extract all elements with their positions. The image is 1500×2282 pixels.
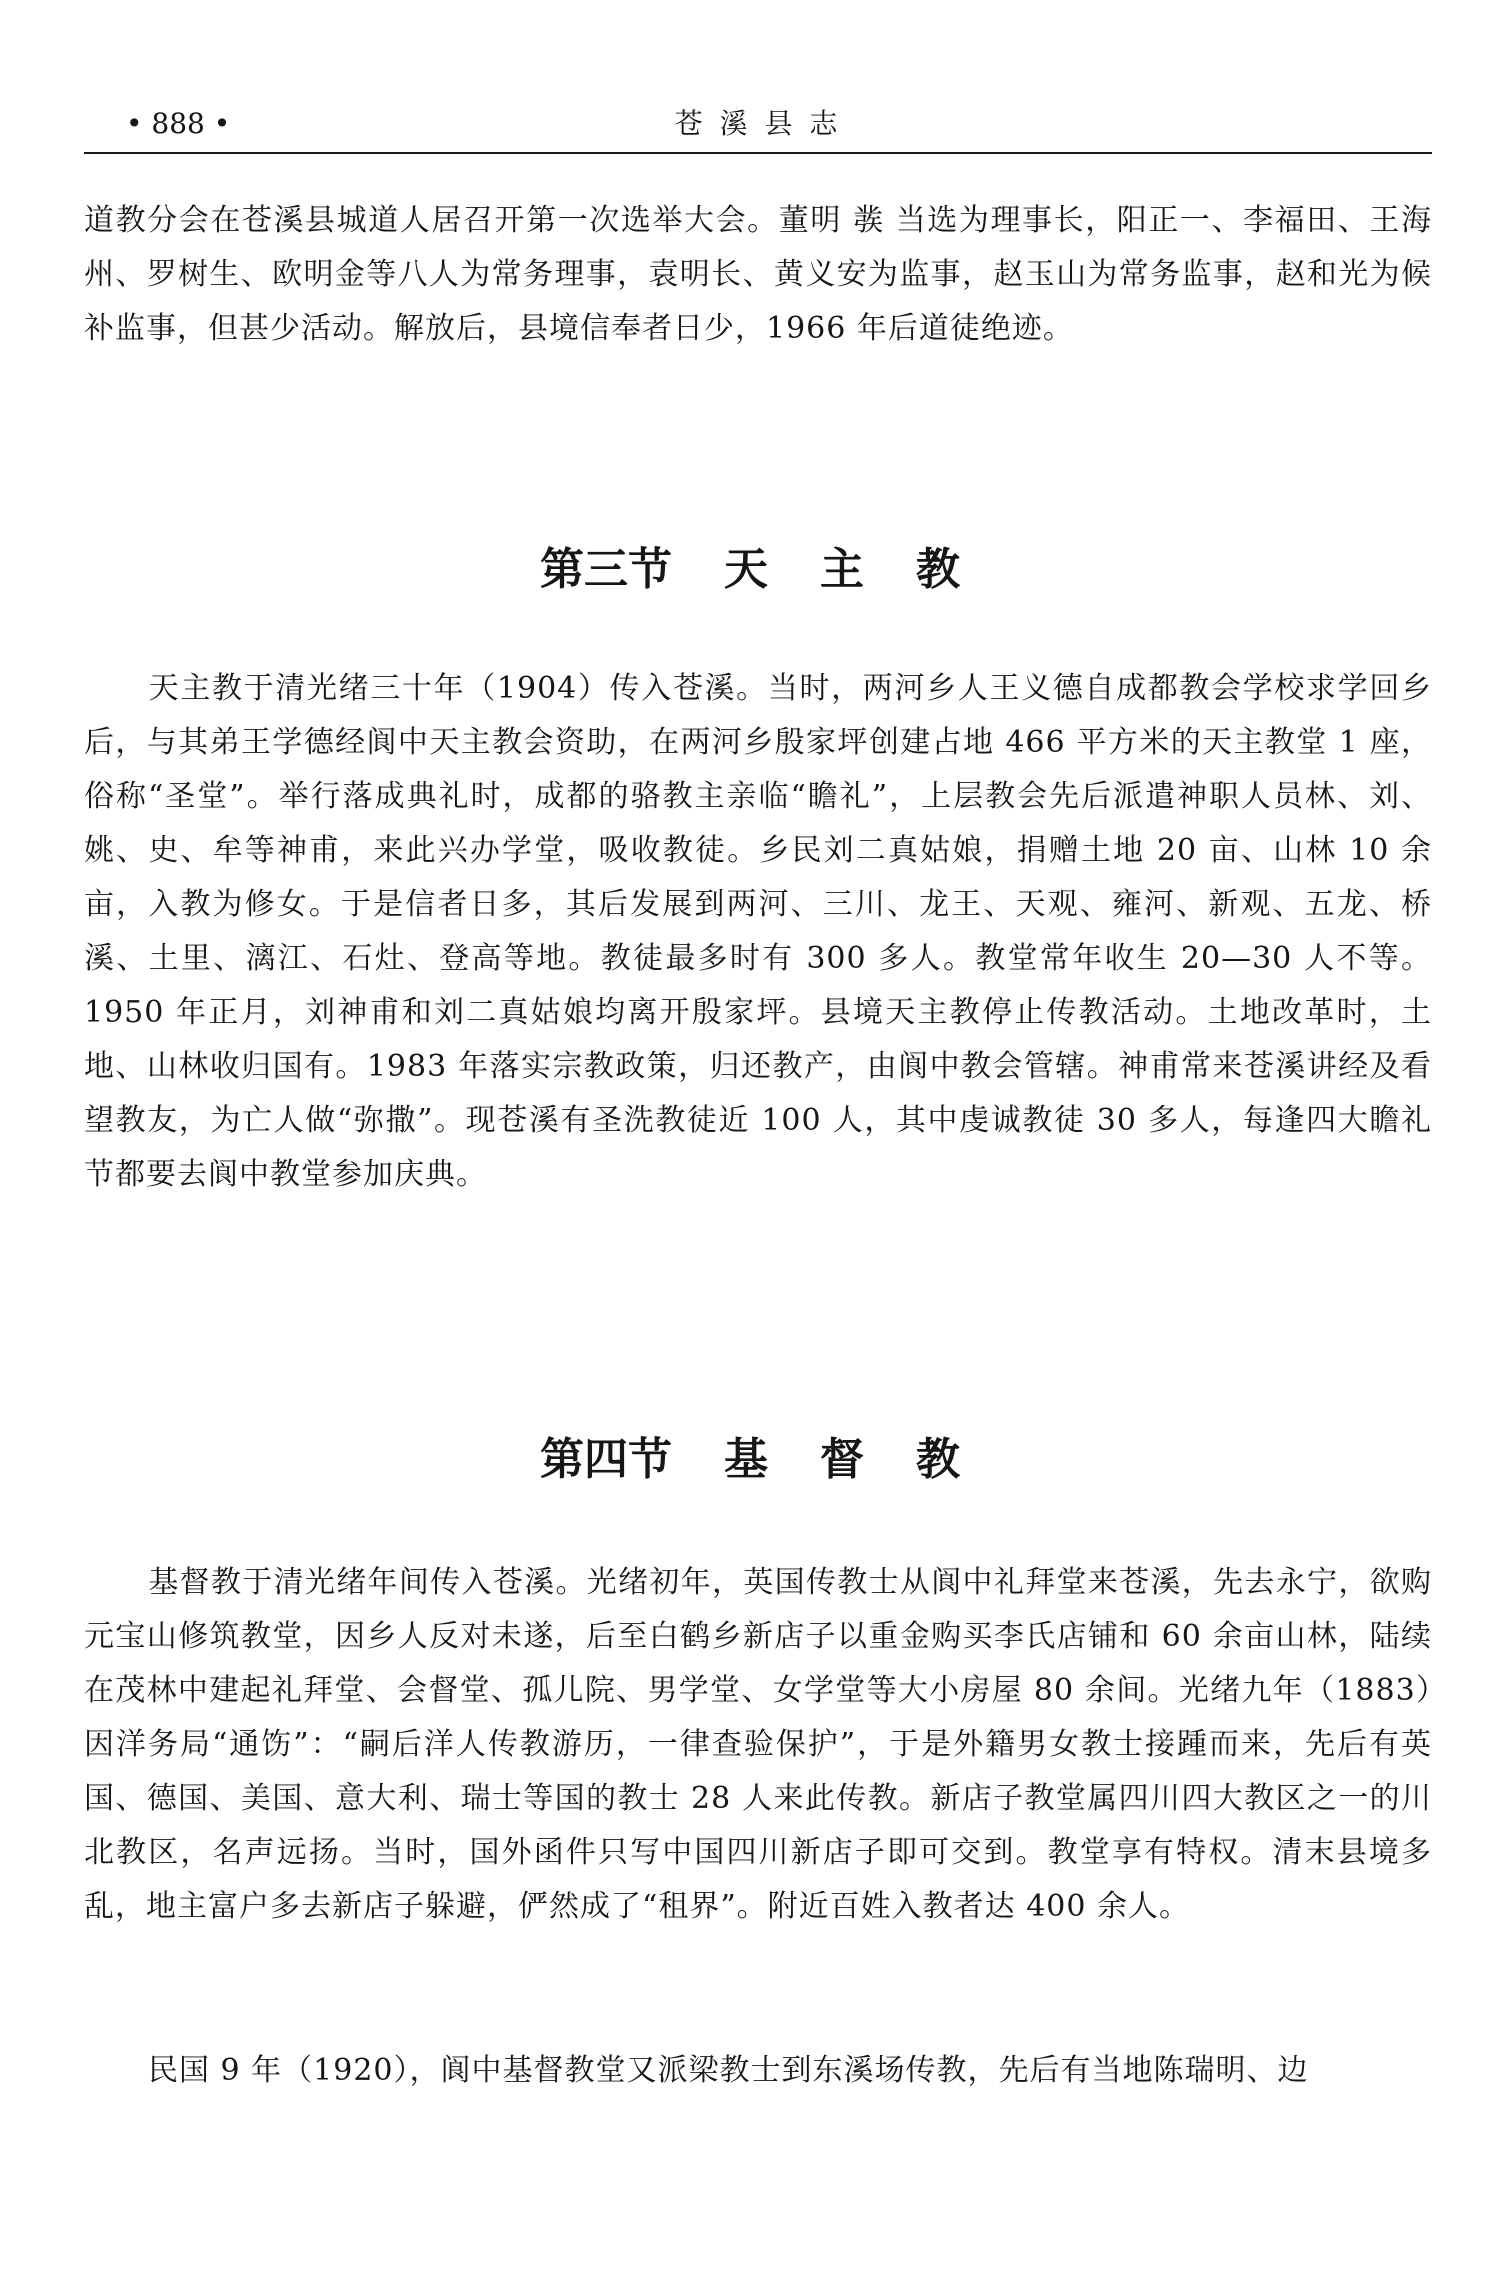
section-3-heading: [0, 540, 1500, 600]
intro-paragraph-text: 道教分会在苍溪县城道人居召开第一次选举大会。董明 彂 当选为理事长，阳正一、李福田、王海州、罗树生、欧明金等八人为常务理事，袁明长、黄义安为监事，赵玉山为常务监事，赵和光为候补监事，但甚少活动。解放后，县境信奉者日少，1966 年后道徒绝迹。: [84, 203, 1432, 346]
page-header: [84, 104, 1432, 144]
section-3-paragraph-text: 天主教于清光绪三十年（1904）传入苍溪。当时，两河乡人王义德自成都教会学校求学回乡后，与其弟王学德经阆中天主教会资助，在两河乡殷家坪创建占地 466 平方米的天主教堂 1 座，俗称“圣堂”。举行落成典礼时，成都的骆教主亲临“瞻礼”，上层教会先后派遣神职人员林、刘、姚、史、牟等神甫，来此兴办学堂，吸收教徒。乡民刘二真姑娘，捐赠土地 20 亩、山林 10 余亩，入教为修女。于是信者日多，其后发展到两河、三川、龙王、天观、雍河、新观、五龙、桥溪、土里、漓江、石灶、登高等地。教徒最多时有 300 多人。教堂常年收生 20—30 人不等。1950 年正月，刘神甫和刘二真姑娘均离开殷家坪。县境天主教停止传教活动。土地改革时，土地、山林收归国有。1983 年落实宗教政策，归还教产，由阆中教会管辖。神甫常来苍溪讲经及看望教友，为亡人做“弥撒”。现苍溪有圣洗教徒近 100 人，其中虔诚教徒 30 多人，每逢四大瞻礼节都要去阆中教堂参加庆典。: [84, 671, 1432, 1192]
section-4-paragraph-2: [84, 2044, 1432, 2098]
section-3-paragraph: [84, 662, 1432, 1202]
running-title: 苍 溪 县 志: [674, 107, 842, 140]
section-3-name: 天主教: [724, 544, 1012, 595]
page-number: • 888 •: [126, 107, 231, 140]
intro-paragraph: [84, 194, 1432, 356]
section-4-paragraph-1: [84, 1556, 1432, 1934]
section-3-number: 第三节: [540, 544, 672, 595]
section-4-name: 基督教: [724, 1434, 1012, 1485]
header-rule: [84, 152, 1432, 154]
section-4-paragraph-1-text: 基督教于清光绪年间传入苍溪。光绪初年，英国传教士从阆中礼拜堂来苍溪，先去永宁，欲购元宝山修筑教堂，因乡人反对未遂，后至白鹤乡新店子以重金购买李氏店铺和 60 余亩山林，陆续在茂林中建起礼拜堂、会督堂、孤儿院、男学堂、女学堂等大小房屋 80 余间。光绪九年（1883）因洋务局“通饬”：“嗣后洋人传教游历，一律查验保护”，于是外籍男女教士接踵而来，先后有英国、德国、美国、意大利、瑞士等国的教士 28 人来此传教。新店子教堂属四川四大教区之一的川北教区，名声远扬。当时，国外函件只写中国四川新店子即可交到。教堂享有特权。清末县境多乱，地主富户多去新店子躲避，俨然成了“租界”。附近百姓入教者达 400 余人。: [84, 1565, 1432, 1924]
section-4-heading: [0, 1430, 1500, 1490]
section-4-paragraph-2-text: 民国 9 年（1920），阆中基督教堂又派梁教士到东溪场传教，先后有当地陈瑞明、边: [148, 2053, 1309, 2088]
section-4-number: 第四节: [540, 1434, 672, 1485]
